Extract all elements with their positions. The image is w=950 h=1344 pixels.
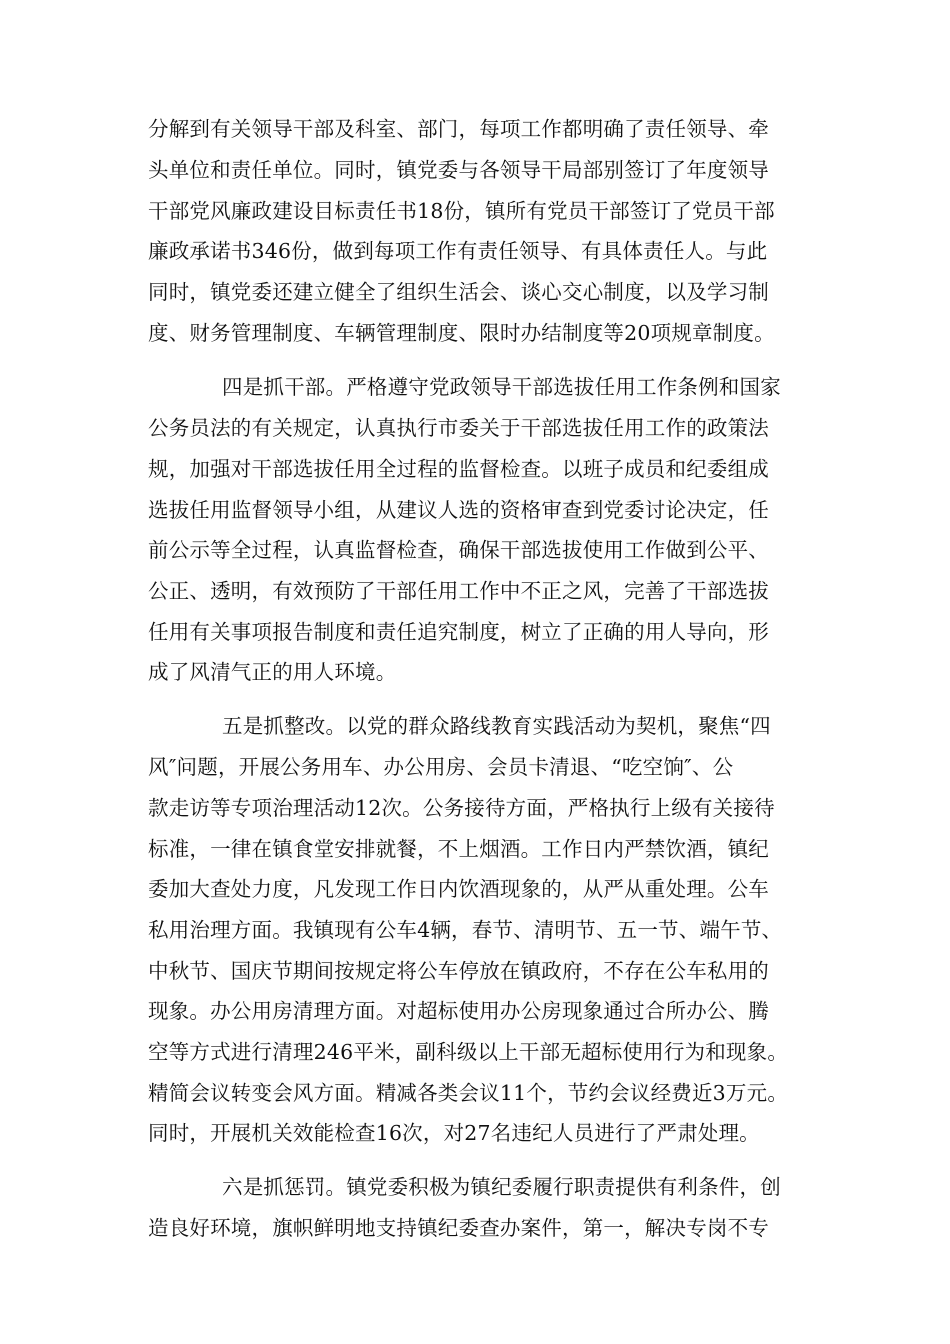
text-line: 干部党风廉政建设目标责任书18份，镇所有党员干部签订了党员干部 [148, 199, 775, 223]
text-line: 精简会议转变会风方面。精减各类会议11个，节约会议经费近3万元。 [148, 1081, 789, 1105]
paragraph-first-line: 六是抓惩罚。镇党委积极为镇纪委履行职责提供有利条件，创 [222, 1175, 781, 1199]
text-line: 廉政承诺书346份，做到每项工作有责任领导、有具体责任人。与此 [148, 239, 768, 263]
text-line: 前公示等全过程，认真监督检查，确保干部选拔使用工作做到公平、 [148, 538, 769, 562]
text-line: 公务员法的有关规定，认真执行市委关于干部选拔任用工作的政策法 [148, 416, 769, 440]
text-line: 委加大查处力度，凡发现工作日内饮酒现象的，从严从重处理。公车 [148, 877, 769, 901]
text-line: 成了风清气正的用人环境。 [148, 660, 397, 684]
paragraph-first-line: 四是抓干部。严格遵守党政领导干部选拔任用工作条例和国家 [222, 375, 781, 399]
text-line: 任用有关事项报告制度和责任追究制度，树立了正确的用人导向，形 [148, 620, 769, 644]
text-line: 选拔任用监督领导小组，从建议人选的资格审查到党委讨论决定，任 [148, 498, 769, 522]
text-line: 款走访等专项治理活动12次。公务接待方面，严格执行上级有关接待 [148, 796, 775, 820]
text-line: 规，加强对干部选拔任用全过程的监督检查。以班子成员和纪委组成 [148, 457, 769, 481]
text-line: 现象。办公用房清理方面。对超标使用办公房现象通过合所办公、腾 [148, 999, 769, 1023]
paragraph-first-line: 五是抓整改。以党的群众路线教育实践活动为契机，聚焦“四 [222, 714, 771, 738]
text-line: 空等方式进行清理246平米，副科级以上干部无超标使用行为和现象。 [148, 1040, 789, 1064]
text-line: 同时，开展机关效能检查16次，对27名违纪人员进行了严肃处理。 [148, 1121, 760, 1145]
text-line: 头单位和责任单位。同时，镇党委与各领导干局部别签订了年度领导 [148, 158, 769, 182]
text-line: 造良好环境，旗帜鲜明地支持镇纪委查办案件，第一，解决专岗不专 [148, 1216, 769, 1240]
text-line: 度、财务管理制度、车辆管理制度、限时办结制度等20项规章制度。 [148, 321, 775, 345]
text-line: 风″问题，开展公务用车、办公用房、会员卡清退、“吃空饷″、公 [148, 755, 734, 779]
text-line: 中秋节、国庆节期间按规定将公车停放在镇政府，不存在公车私用的 [148, 959, 769, 983]
text-line: 同时，镇党委还建立健全了组织生活会、谈心交心制度，以及学习制 [148, 280, 769, 304]
text-line: 标准，一律在镇食堂安排就餐，不上烟酒。工作日内严禁饮酒，镇纪 [148, 837, 769, 861]
text-line: 分解到有关领导干部及科室、部门，每项工作都明确了责任领导、牵 [148, 117, 769, 141]
text-line: 私用治理方面。我镇现有公车4辆，春节、清明节、五一节、端午节、 [148, 918, 783, 942]
text-line: 公正、透明，有效预防了干部任用工作中不正之风，完善了干部选拔 [148, 579, 769, 603]
